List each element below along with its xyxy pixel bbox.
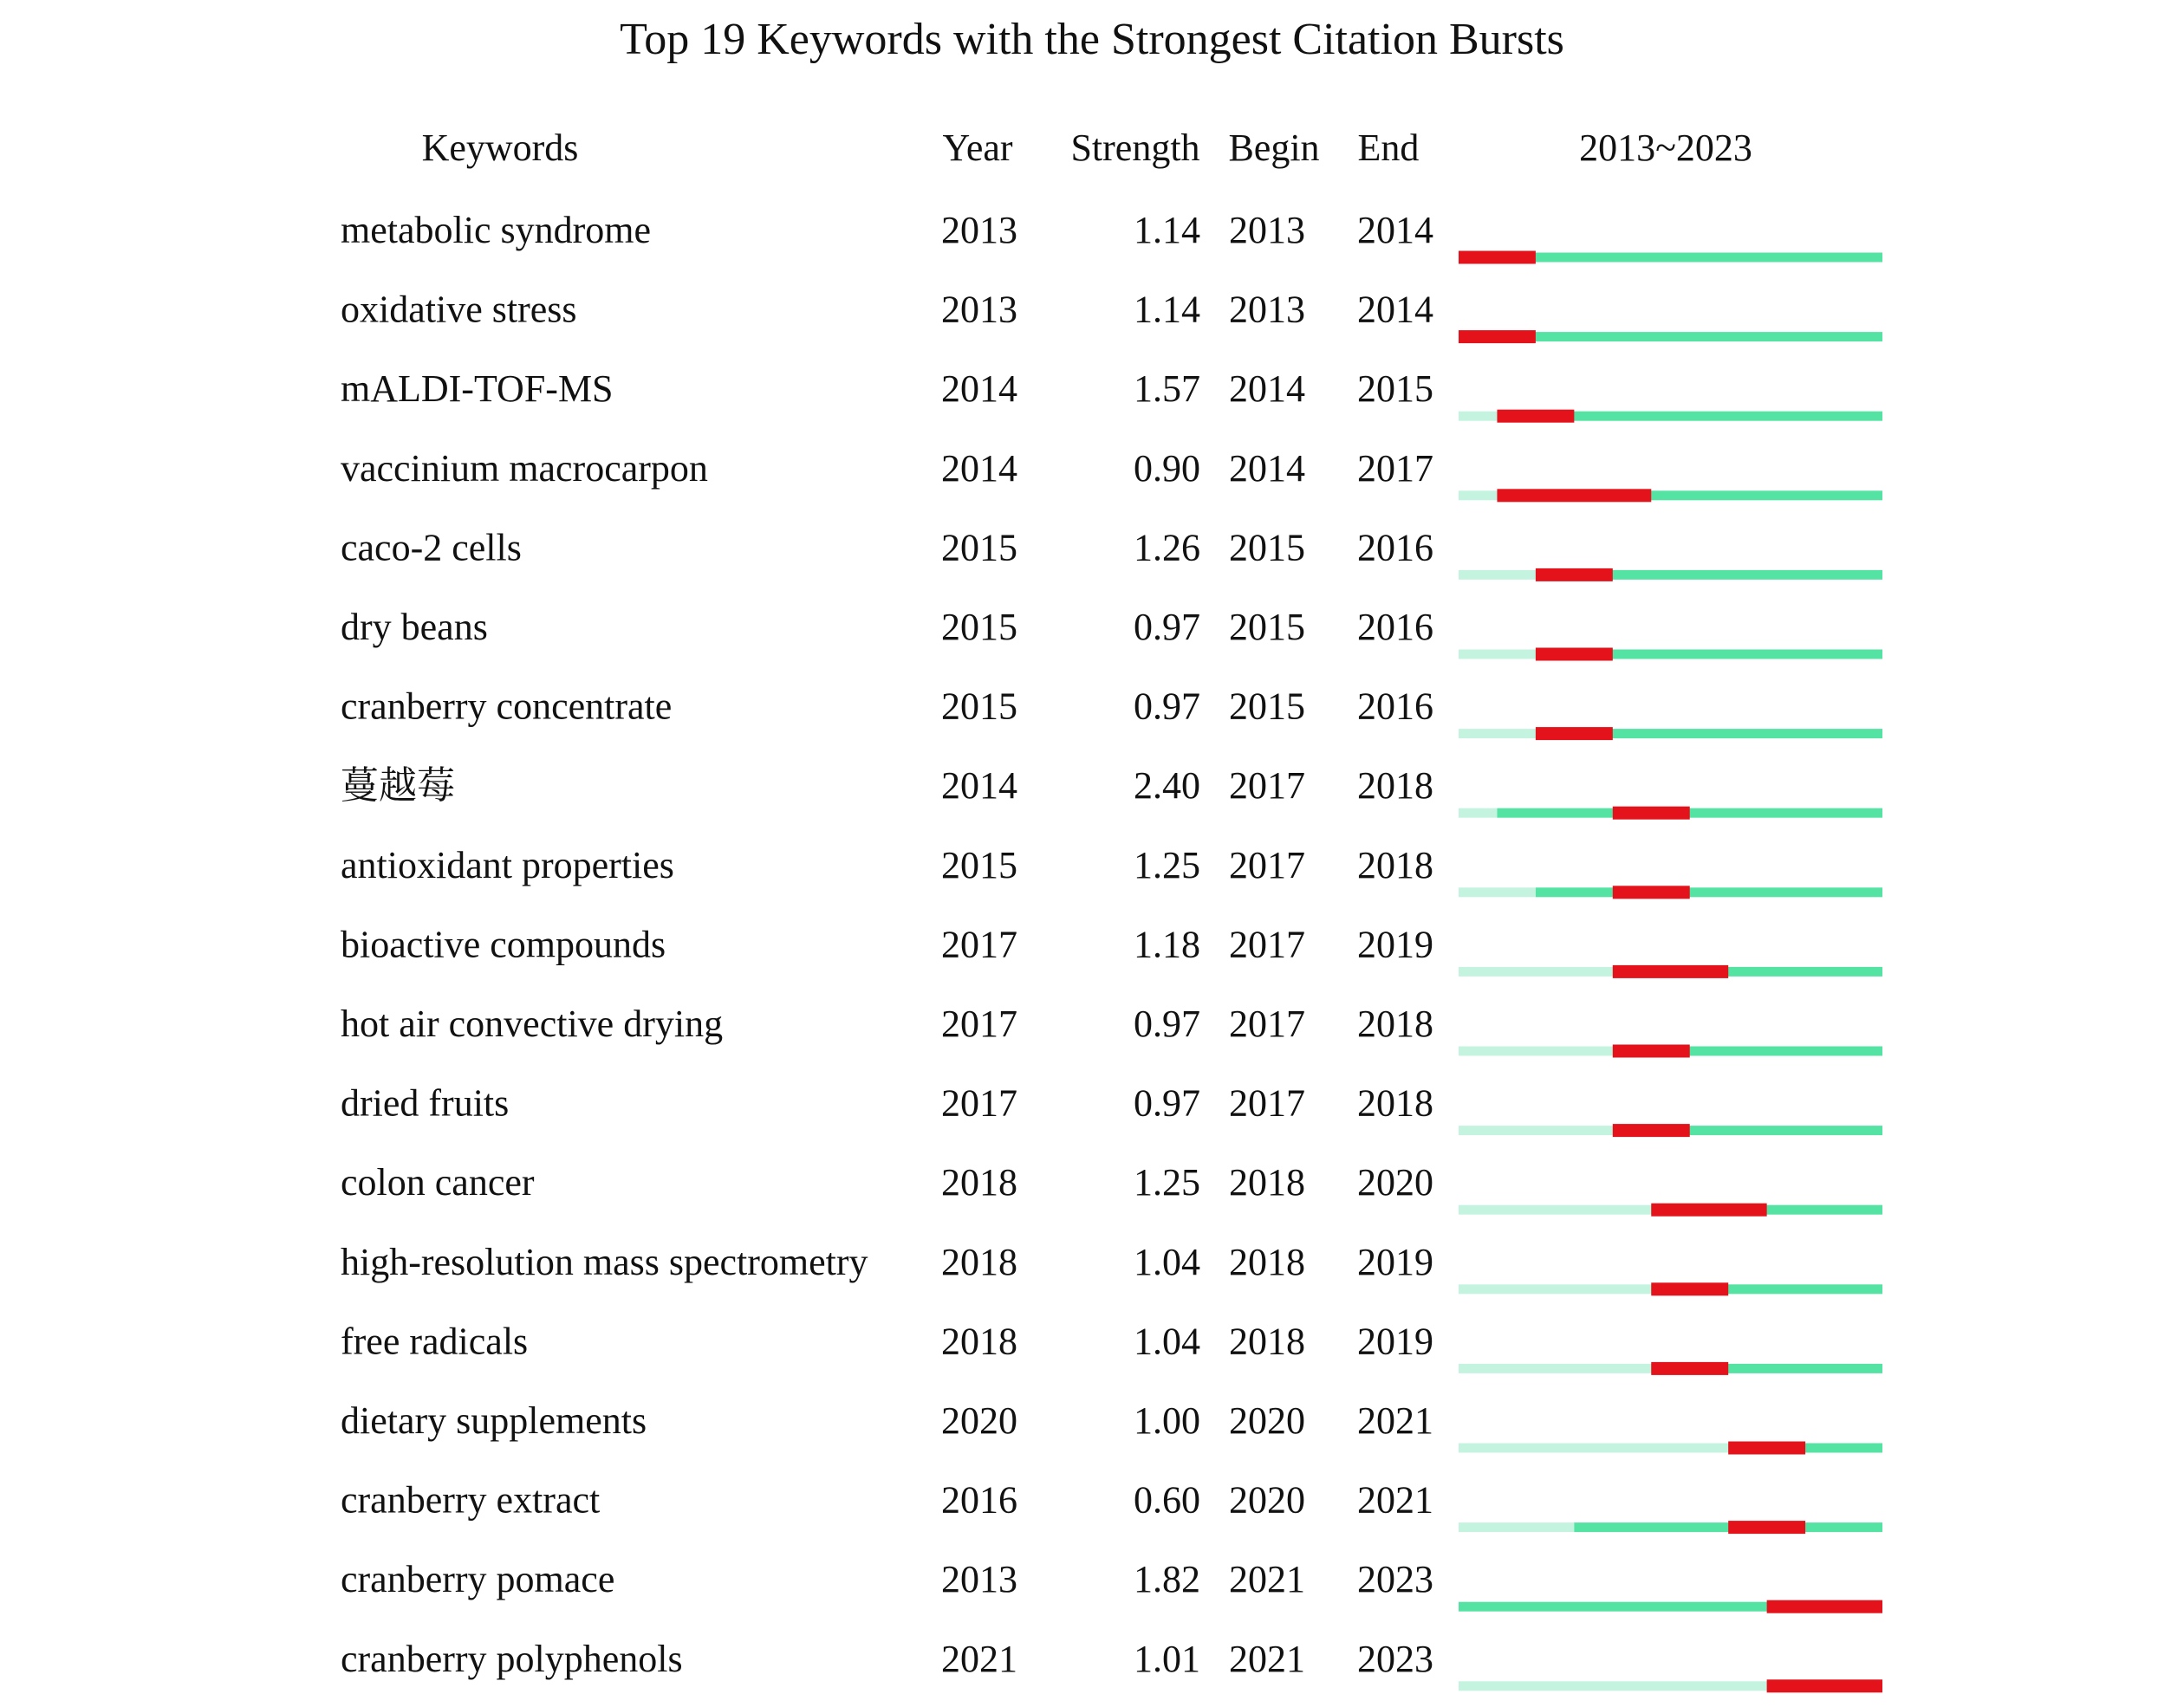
end-value: 2015 xyxy=(1357,367,1433,411)
burst-row xyxy=(341,1399,1882,1455)
chart-title: Top 19 Keywords with the Strongest Citation Bursts xyxy=(620,15,1564,64)
burst-row xyxy=(341,1241,1882,1296)
end-value: 2014 xyxy=(1357,288,1433,331)
keyword-label: colon cancer xyxy=(341,1161,535,1204)
header-year: Year xyxy=(942,127,1013,169)
end-value: 2018 xyxy=(1357,1081,1433,1125)
begin-value: 2017 xyxy=(1229,1003,1305,1045)
timeline-inactive-segment xyxy=(1459,1284,1651,1294)
strength-value: 0.97 xyxy=(1134,1003,1200,1045)
strength-value: 1.18 xyxy=(1134,923,1200,966)
timeline-inactive-segment xyxy=(1459,808,1497,818)
burst-row xyxy=(341,526,1882,581)
timeline-inactive-segment xyxy=(1459,570,1536,580)
burst-segment xyxy=(1536,727,1613,740)
burst-row xyxy=(341,1161,1882,1217)
begin-value: 2021 xyxy=(1229,1637,1305,1680)
strength-value: 1.57 xyxy=(1134,367,1200,411)
burst-row xyxy=(341,764,1882,820)
strength-value: 1.01 xyxy=(1134,1637,1200,1680)
keyword-label: cranberry concentrate xyxy=(341,685,673,728)
burst-row xyxy=(341,1320,1882,1375)
begin-value: 2020 xyxy=(1229,1399,1305,1442)
strength-value: 1.14 xyxy=(1134,209,1200,251)
end-value: 2021 xyxy=(1357,1399,1433,1442)
strength-value: 1.00 xyxy=(1134,1399,1200,1442)
strength-value: 1.82 xyxy=(1134,1558,1200,1601)
begin-value: 2020 xyxy=(1229,1478,1305,1522)
timeline-inactive-segment xyxy=(1459,1364,1651,1373)
year-value: 2013 xyxy=(941,209,1017,251)
begin-value: 2014 xyxy=(1229,367,1305,411)
burst-segment xyxy=(1613,1124,1690,1137)
keyword-label: cranberry extract xyxy=(341,1478,601,1522)
year-value: 2018 xyxy=(941,1240,1017,1283)
end-value: 2014 xyxy=(1357,209,1433,251)
strength-value: 1.26 xyxy=(1134,526,1200,569)
burst-row xyxy=(341,289,1882,344)
keyword-label: bioactive compounds xyxy=(341,923,666,966)
strength-value: 0.60 xyxy=(1134,1478,1200,1522)
timeline-inactive-segment xyxy=(1459,887,1536,897)
burst-segment xyxy=(1651,1204,1766,1217)
header-end: End xyxy=(1357,127,1420,169)
strength-value: 0.90 xyxy=(1134,446,1200,490)
timeline-inactive-segment xyxy=(1459,650,1536,659)
begin-value: 2018 xyxy=(1229,1240,1305,1283)
burst-row xyxy=(341,606,1882,661)
burst-row xyxy=(341,1082,1882,1138)
keyword-label: antioxidant properties xyxy=(341,843,674,886)
burst-segment xyxy=(1728,1521,1805,1534)
burst-segment xyxy=(1459,330,1536,343)
burst-segment xyxy=(1536,648,1613,661)
timeline-inactive-segment xyxy=(1459,967,1613,977)
begin-value: 2015 xyxy=(1229,606,1305,648)
header-keywords: Keywords xyxy=(421,127,579,169)
end-value: 2017 xyxy=(1357,446,1433,490)
strength-value: 0.97 xyxy=(1134,685,1200,728)
year-value: 2017 xyxy=(941,923,1017,966)
keyword-label: vaccinium macrocarpon xyxy=(341,446,708,490)
keyword-label: dry beans xyxy=(341,606,488,648)
keyword-label: high-resolution mass spectrometry xyxy=(341,1240,868,1283)
burst-row xyxy=(341,447,1882,503)
begin-value: 2013 xyxy=(1229,288,1305,331)
burst-segment xyxy=(1497,489,1651,502)
keyword-label: caco-2 cells xyxy=(341,526,522,569)
end-value: 2016 xyxy=(1357,685,1433,728)
year-value: 2016 xyxy=(941,1478,1017,1522)
column-headers xyxy=(422,127,1752,169)
year-value: 2017 xyxy=(941,1003,1017,1045)
burst-rows xyxy=(341,209,1882,1692)
strength-value: 1.04 xyxy=(1134,1240,1200,1283)
end-value: 2018 xyxy=(1357,1003,1433,1045)
end-value: 2020 xyxy=(1357,1161,1433,1204)
burst-segment xyxy=(1651,1362,1728,1375)
begin-value: 2017 xyxy=(1229,764,1305,808)
burst-segment xyxy=(1767,1600,1882,1613)
header-strength: Strength xyxy=(1070,127,1200,169)
year-value: 2015 xyxy=(941,843,1017,886)
timeline-inactive-segment xyxy=(1459,729,1536,738)
keyword-label: metabolic syndrome xyxy=(341,209,652,251)
year-value: 2014 xyxy=(941,446,1017,490)
year-value: 2013 xyxy=(941,1558,1017,1601)
end-value: 2023 xyxy=(1357,1558,1433,1601)
end-value: 2019 xyxy=(1357,1240,1433,1283)
year-value: 2015 xyxy=(941,526,1017,569)
begin-value: 2014 xyxy=(1229,446,1305,490)
year-value: 2014 xyxy=(941,367,1017,411)
begin-value: 2013 xyxy=(1229,209,1305,251)
burst-segment xyxy=(1536,568,1613,581)
year-value: 2018 xyxy=(941,1161,1017,1204)
year-value: 2015 xyxy=(941,606,1017,648)
burst-segment xyxy=(1613,807,1690,820)
strength-value: 0.97 xyxy=(1134,606,1200,648)
timeline-inactive-segment xyxy=(1459,1126,1613,1135)
year-value: 2021 xyxy=(941,1637,1017,1680)
burst-segment xyxy=(1767,1679,1882,1692)
begin-value: 2015 xyxy=(1229,526,1305,569)
burst-segment xyxy=(1613,1045,1690,1058)
keyword-label: cranberry polyphenols xyxy=(341,1637,683,1680)
strength-value: 2.40 xyxy=(1134,764,1200,808)
timeline-inactive-segment xyxy=(1459,1522,1574,1532)
year-value: 2020 xyxy=(941,1399,1017,1442)
strength-value: 1.25 xyxy=(1134,1161,1200,1204)
timeline-inactive-segment xyxy=(1459,1444,1728,1453)
begin-value: 2015 xyxy=(1229,685,1305,728)
begin-value: 2017 xyxy=(1229,923,1305,966)
keyword-label: mALDI-TOF-MS xyxy=(341,367,614,411)
burst-row xyxy=(341,209,1882,264)
burst-row xyxy=(341,923,1882,978)
end-value: 2016 xyxy=(1357,526,1433,569)
end-value: 2021 xyxy=(1357,1478,1433,1522)
header-begin: Begin xyxy=(1228,127,1320,169)
keyword-label: cranberry pomace xyxy=(341,1558,615,1601)
timeline-inactive-segment xyxy=(1459,1047,1613,1056)
burst-row xyxy=(341,1479,1882,1535)
burst-row xyxy=(341,1003,1882,1058)
end-value: 2019 xyxy=(1357,923,1433,966)
end-value: 2018 xyxy=(1357,764,1433,808)
burst-row xyxy=(341,1558,1882,1613)
begin-value: 2018 xyxy=(1229,1320,1305,1363)
burst-segment xyxy=(1497,410,1574,423)
begin-value: 2018 xyxy=(1229,1161,1305,1204)
strength-value: 1.04 xyxy=(1134,1320,1200,1363)
year-value: 2014 xyxy=(941,764,1017,808)
end-value: 2019 xyxy=(1357,1320,1433,1363)
end-value: 2023 xyxy=(1357,1637,1433,1680)
end-value: 2016 xyxy=(1357,606,1433,648)
year-value: 2015 xyxy=(941,685,1017,728)
strength-value: 0.97 xyxy=(1134,1081,1200,1125)
keyword-label: hot air convective drying xyxy=(341,1003,724,1045)
timeline-inactive-segment xyxy=(1459,412,1497,421)
end-value: 2018 xyxy=(1357,843,1433,886)
strength-value: 1.14 xyxy=(1134,288,1200,331)
burst-row xyxy=(341,685,1882,741)
keyword-label: dietary supplements xyxy=(341,1399,647,1442)
header-range: 2013~2023 xyxy=(1579,127,1752,169)
burst-segment xyxy=(1613,886,1690,899)
begin-value: 2017 xyxy=(1229,843,1305,886)
burst-segment xyxy=(1651,1282,1728,1295)
keyword-label: oxidative stress xyxy=(341,288,577,331)
burst-row xyxy=(341,1638,1882,1693)
begin-value: 2021 xyxy=(1229,1558,1305,1601)
burst-segment xyxy=(1613,965,1728,978)
burst-segment xyxy=(1459,251,1536,264)
keyword-label: 蔓越莓 xyxy=(341,764,455,808)
year-value: 2018 xyxy=(941,1320,1017,1363)
begin-value: 2017 xyxy=(1229,1081,1305,1125)
burst-row xyxy=(341,844,1882,899)
strength-value: 1.25 xyxy=(1134,843,1200,886)
keyword-label: dried fruits xyxy=(341,1081,510,1125)
timeline-inactive-segment xyxy=(1459,1681,1767,1691)
year-value: 2017 xyxy=(941,1081,1017,1125)
year-value: 2013 xyxy=(941,288,1017,331)
burst-segment xyxy=(1728,1442,1805,1455)
timeline-active-segment xyxy=(1536,887,1882,897)
keyword-label: free radicals xyxy=(341,1320,529,1363)
timeline-inactive-segment xyxy=(1459,490,1497,500)
timeline-inactive-segment xyxy=(1459,1205,1651,1215)
burst-row xyxy=(341,367,1882,423)
